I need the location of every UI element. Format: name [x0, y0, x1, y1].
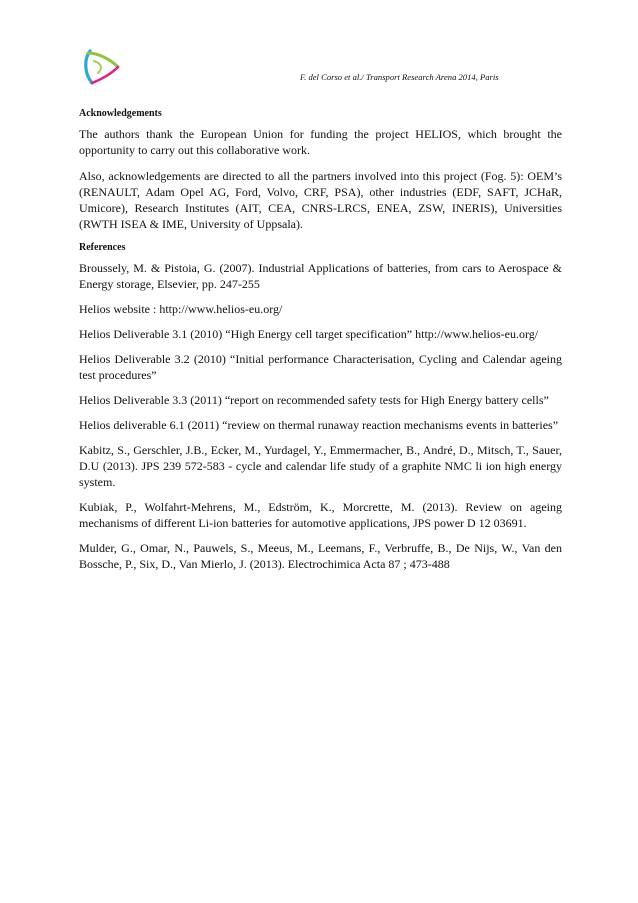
reference-item: Helios website : http://www.helios-eu.org/: [79, 302, 283, 316]
reference-item: Kabitz, S., Gerschler, J.B., Ecker, M., Yurdagel, Y., Emmermacher, B., André, D., Mitsch, T., Sauer, D.U (2013). JPS 239 572-583 - cycle and calendar life study of a graphite NMC li ion high energy system.: [79, 443, 562, 489]
running-head: F. del Corso et al./ Transport Research Arena 2014, Paris: [300, 72, 499, 82]
reference-item: Helios deliverable 6.1 (2011) “review on thermal runaway reaction mechanisms events in batteries”: [79, 418, 559, 432]
reference-item: Helios Deliverable 3.3 (2011) “report on recommended safety tests for High Energy battery cells”: [79, 393, 549, 407]
reference-item: Kubiak, P., Wolfahrt-Mehrens, M., Edström, K., Morcrette, M. (2013). Review on ageing mechanisms of different Li-ion batteries for automotive applications, JPS power D 12 03691.: [79, 500, 562, 530]
logo-inner-swoosh: [94, 61, 101, 73]
logo-green-stroke: [88, 53, 118, 67]
acknowledgements-heading: Acknowledgements: [79, 108, 162, 119]
reference-item: Mulder, G., Omar, N., Pauwels, S., Meeus, M., Leemans, F., Verbruffe, B., De Nijs, W., Van den Bossche, P., Six, D., Van Mierlo, J. (2013). Electrochimica Acta 87 ; 473-488: [79, 541, 562, 571]
references-heading: References: [79, 242, 126, 253]
logo-blue-stroke: [86, 51, 92, 83]
reference-item: Broussely, M. & Pistoia, G. (2007). Industrial Applications of batteries, from cars to Aerospace & Energy storage, Elsevier, pp. 247-255: [79, 261, 562, 291]
acknowledgements-paragraph: Also, acknowledgements are directed to all the partners involved into this project (Fog. 5): OEM’s (RENAULT, Adam Opel AG, Ford, Volvo, CRF, PSA), other industries (EDF, SAFT, JCHaR, Umicore), Research Institutes (AIT, CEA, CNRS-LRCS, ENEA, ZSW, INERIS), Universities (RWTH ISEA & IME, University of Uppsala).: [79, 169, 562, 231]
logo-magenta-stroke: [92, 67, 118, 83]
reference-item: Helios Deliverable 3.1 (2010) “High Energy cell target specification” http://www.helios-eu.org/: [79, 327, 539, 341]
acknowledgements-paragraph: The authors thank the European Union for funding the project HELIOS, which brought the opportunity to carry out this collaborative work.: [79, 127, 562, 157]
reference-item: Helios Deliverable 3.2 (2010) “Initial performance Characterisation, Cycling and Calendar ageing test procedures”: [79, 352, 562, 382]
tra-logo-icon: [80, 45, 124, 89]
page-body: [79, 108, 562, 581]
